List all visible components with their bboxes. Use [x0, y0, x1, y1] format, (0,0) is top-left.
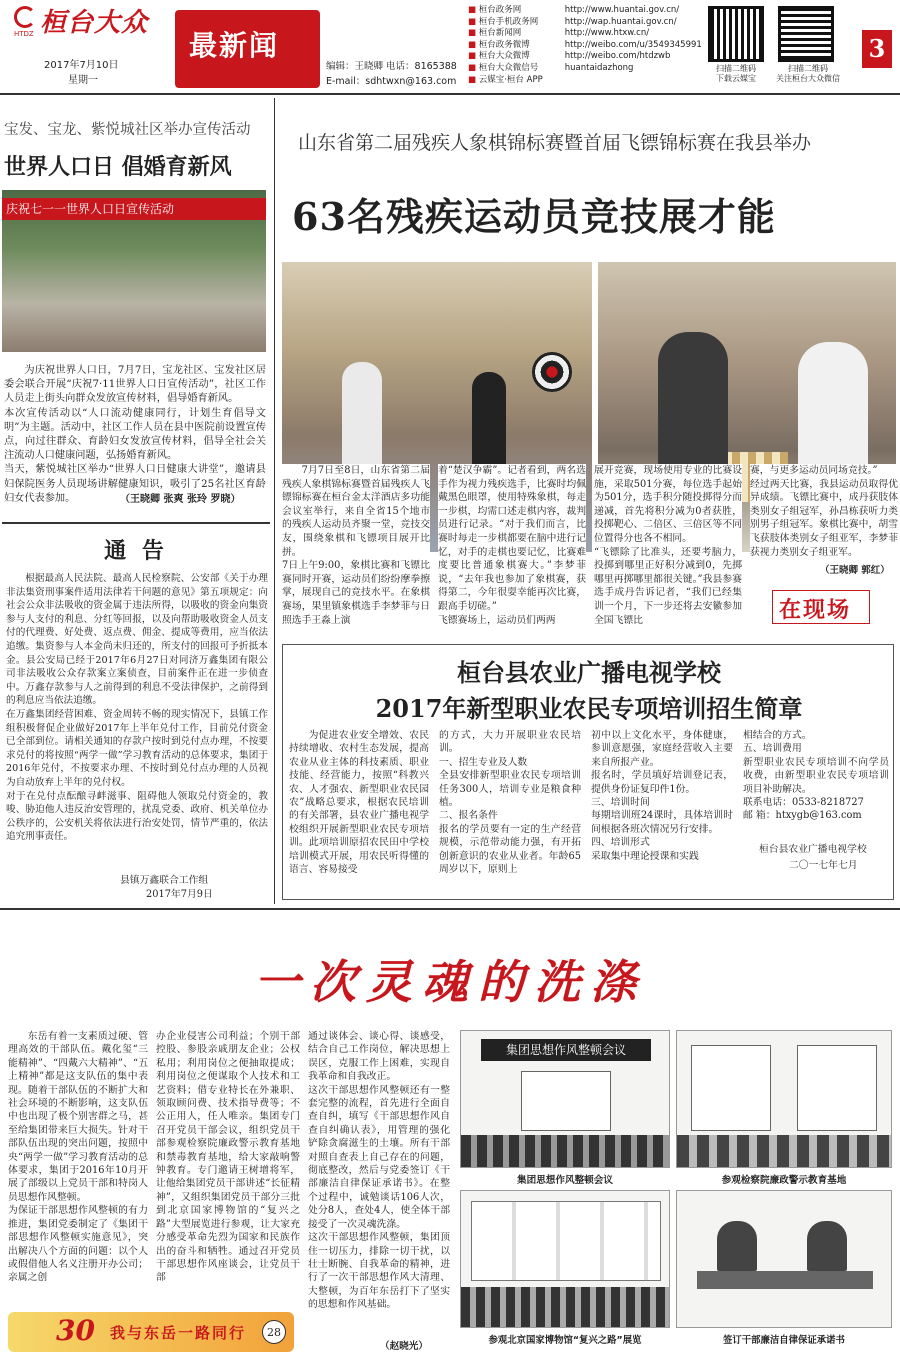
meeting-banner: 集团思想作风整顿会议	[481, 1039, 651, 1061]
bullet-icon: ■	[468, 74, 479, 85]
notice-date: 2017年7月9日	[146, 889, 213, 900]
visitors-shape	[677, 1135, 892, 1168]
bullet-icon: ■	[468, 28, 479, 39]
school-title-1: 桓台县农业广播电视学校	[457, 658, 721, 687]
person-shape	[717, 1221, 757, 1271]
link-url: http://weibo.com/u/3549345991	[564, 39, 702, 50]
link-name: 桓台大众微博	[478, 51, 530, 62]
dartboard-icon	[532, 352, 572, 392]
masthead-divider	[0, 93, 900, 95]
link-row[interactable]	[468, 75, 708, 87]
column-divider	[274, 98, 275, 904]
photo-banner: 庆祝七一一世界人口日宣传活动	[2, 198, 266, 220]
caption-2: 参观检察院廉政警示教育基地	[721, 1175, 847, 1186]
screen-shape	[521, 1071, 611, 1131]
link-row[interactable]	[468, 17, 708, 29]
anniversary-text: 我与东岳一路同行	[110, 1324, 247, 1342]
link-url: http://www.htxw.cn/	[564, 28, 650, 39]
audience-shape	[461, 1135, 670, 1168]
editor-line: 编辑：王晓卿 电话：8165388	[326, 61, 457, 72]
page-number-box	[862, 30, 892, 68]
masthead-date: 2017年7月10日	[44, 60, 119, 71]
main-col-4-full: 赛，与更多运动员同场竞技。” 经过两天比赛，我县运动员取得优异成绩。飞镖比赛中，成丹获肢体类别女子组冠军，孙昌栋获听力类别男子组冠军。象棋比赛中，胡雪飞获肢体类别女子组亚军，李梦菲获视力类别女子组亚军。	[750, 464, 898, 574]
on-site-tag	[772, 590, 870, 624]
link-row[interactable]	[468, 40, 708, 52]
link-row[interactable]	[468, 28, 708, 40]
main-headline: 63名残疾运动员竞技展才能	[292, 194, 776, 239]
notice-box	[2, 522, 270, 902]
anniversary-footer	[8, 1312, 294, 1352]
link-name: 桓台大众微信号	[478, 62, 539, 73]
qr-caption-1: 扫描二维码 下载云媒宝	[716, 64, 756, 83]
desk-shape	[697, 1271, 873, 1289]
school-col-1: 为促进农业安全增效、农民持续增收、农村生态发展，提高农业从业主体的科技素质、职业技能、经营能力，按照“科教兴农、人才强农、新型职业农民园农”战略总要求，根据农民培训的有关部署，县农业广播电视学校组织开展新型职业农民专项培训。此项培训原招农民田中学校培训模式开展，用农民听得懂的语言、容易接受	[289, 730, 429, 876]
caption-3: 参观北京国家博物馆“复兴之路”展览	[488, 1335, 642, 1346]
link-name: 桓台政务网	[478, 5, 522, 15]
illustration-exhibit	[676, 1030, 892, 1168]
bullet-icon: ■	[468, 16, 479, 27]
links-list	[468, 5, 708, 86]
link-name: 云媒宝·桓台 APP	[478, 74, 543, 85]
series-number-badge	[262, 1320, 286, 1344]
left-photo	[2, 190, 266, 352]
link-url: http://www.huantai.gov.cn/	[564, 5, 680, 15]
main-kicker: 山东省第二届残疾人象棋锦标赛暨首届飞镖锦标赛在我县举办	[298, 132, 812, 154]
left-headline: 世界人口日 倡婚育新风	[4, 154, 232, 180]
link-name: 桓台政务微博	[478, 39, 530, 50]
feature-col-2: 办企业侵害公司利益；个别干部控股、参股亲戚朋友企业；公权私用；利用岗位之便抽取提成；利用岗位之便谋取个人技术和工艺资料；借专业特长在外兼职、领取顾问费、技术指导费等；不公正用人，任人唯亲。集团专门召开党员干部会议，组织党员干部参观检察院廉政警示教育基地和禁毒教育基地，给大家敲响警钟教育。专门邀请王树增将军，让他给集团党员干部讲述“长征精神”，又组织集团党员干部分三批到北京国家博物馆的“复兴之路”大型展览进行参观，让大家充分感受革命先烈为国家和民族作出的奋斗和牺牲。通过召开党员干部思想作风座谈会，让党员干部	[156, 1031, 300, 1284]
bullet-icon: ■	[468, 51, 479, 62]
notice-signer: 县镇万鑫联合工作组	[120, 875, 209, 886]
school-box	[282, 644, 894, 900]
panel-shape	[691, 1045, 771, 1131]
section-banner	[175, 10, 320, 88]
caption-4: 签订干部廉洁自律保证承诺书	[723, 1335, 845, 1346]
on-site-label: 在现场	[779, 597, 852, 623]
masthead-weekday: 星期一	[68, 75, 98, 86]
anniversary-number: 30	[56, 1314, 95, 1347]
left-story	[0, 98, 270, 518]
feature-headline: 一次灵魂的洗涤	[254, 955, 646, 1009]
main-col-1-full: 7月7日至8日，山东省第二届残疾人象棋锦标赛暨首届残疾人飞镖锦标赛在桓台金太洋酒店多功能会议室举行，来自全省15个地市的残疾人运动员齐聚一堂，竞技交友，围绕象棋和飞镖项目展开比拼。 7日上午9:00，象棋比赛和飞镖比赛同时开赛，运动员们纷纷摩拳擦掌，展现自己的竞技水平。在象棋赛场，果里镇象棋选手李梦菲与日照选手王淼上演	[282, 464, 430, 634]
main-byline-visible: （王晓卿 郭红）	[820, 565, 890, 576]
masthead	[0, 0, 900, 92]
qr-code-icon[interactable]	[708, 6, 764, 62]
school-title-2: 2017年新型职业农民专项培训招生简章	[375, 694, 803, 723]
section-title: 最新闻	[189, 29, 280, 62]
link-url: http://wap.huantai.gov.cn/	[564, 16, 677, 27]
notice-body: 根据最高人民法院、最高人民检察院、公安部《关于办理非法集资刑事案件适用法律若干问题的意见》第五项规定：向社会公众非法吸收的资金属于违法所得，以吸收的资金向集资参与人支付的利息、分红等回报，以及向帮助吸收资金人员支付的代理费、好处费、返点费、佣金、提成等费用，应当依法追缴。集资参与人本金尚未归还的，所支付的回报可予折抵本金。县公安局已经于2017年6月27日对同济万鑫集团有限公司非法吸收公众存款案立案侦查，目前案件正在进一步侦查中。万鑫存款参与人之前得到的利息不受法律保护，之前得到的利息应当依法追缴。 在万鑫集团经营困难、资金周转不畅的现实情况下，县镇工作组积极督促企业做好2017年上半年兑付工作，目前兑付资金已全部到位。请相关通知的存款户按时到兑付点办理，不按要求兑付的将按照“两学一做”学习教育活动的总体要求，集团于2016年兑付，不按要求办理、不按时到兑付点办理的人员视为自动放弃上半年的兑付权。 对于在兑付点酝酿寻衅滋事、阻碍他人领取兑付资金的，教唆、胁迫他人违反治安管理的，扰乱党委、政府、机关单位办公秩序的，公安机关将依法进行治安处罚，情节严重的，依法追究刑事责任。	[6, 573, 268, 843]
school-signer: 桓台县农业广播电视学校	[759, 844, 867, 855]
left-kicker: 宝发、宝龙、紫悦城社区举办宣传活动	[4, 122, 251, 138]
school-col-2: 的方式，大力开展职业农民培训。 一、招生专业及人数 全县安排新型职业农民专项培训任务300人，培训专业是粮食种植。 二、报名条件 报名的学员要有一定的生产经营规模，示范带动能力强，有开拓创新意识的农业从业者。年龄65周岁以下，原则上	[439, 730, 581, 876]
link-name: 桓台手机政务网	[478, 16, 539, 27]
link-url: huantaidazhong	[564, 62, 634, 73]
feature-byline: （赵晓光）	[380, 1341, 428, 1352]
qr-caption-2: 扫描二维码 关注桓台大众微信	[776, 64, 840, 83]
bullet-icon: ■	[468, 62, 479, 73]
caption-1: 集团思想作风整顿会议	[517, 1175, 613, 1186]
visitors-shape	[461, 1287, 670, 1328]
bullet-icon: ■	[468, 39, 479, 50]
school-col-4: 相结合的方式。 五、培训费用 新型职业农民专项培训不向学员收费，由新型职业农民专项培训项目补助解决。 联系电话：0533-8218727 邮 箱：htxygb@163.com	[743, 730, 889, 822]
panel-shape	[797, 1045, 877, 1131]
illustration-pledge	[676, 1190, 892, 1328]
page-number: 3	[868, 34, 886, 63]
left-byline: （王晓卿 张爽 张玲 罗晓）	[120, 494, 241, 505]
link-row[interactable]	[468, 5, 708, 17]
feature-col-1: 东岳有着一支素质过硬、管理高效的干部队伍。戴化玺“三能精神”、“四戴六大精神”、“五上精神”都是这支队伍的集中表现。随着干部队伍的不断扩大和社会环境的不断影响，这支队伍中也出现了极个别害群之马，甚至给集团带来巨大损失。针对干部队伍出现的突出问题，按照中央“两学一做”学习教育活动的总体要求，集团于2016年10月开展了部级以上党员干部和特岗人员思想作风整顿。 为保证干部思想作风整顿的有力推进，集团党委制定了《集团干部思想作风整顿实施意见》，突出解决八个方面的问题：以个人或假借他人名义注册开办公司；亲属之创	[8, 1031, 148, 1284]
masthead-logo-sub: HTDZ	[14, 30, 34, 38]
school-date: 二〇一七年七月	[789, 860, 858, 871]
bullet-icon: ■	[468, 5, 479, 15]
feature-divider	[0, 908, 900, 910]
masthead-logo: 桓台大众	[40, 8, 149, 38]
person-shape	[807, 1221, 847, 1271]
notice-title: 通 告	[104, 538, 168, 564]
email-line: E-mail：sdhtwxn@163.com	[326, 76, 457, 87]
logo-icon	[14, 6, 36, 28]
main-col-2-full: 着“楚汉争霸”。记者看到，两名选手作为视力残疾选手，比赛时均佩戴黑色眼罩，使用特殊象棋，每走一步棋，均需口述走棋内容，裁判员进行记录。“对于我们而言，比赛时每走一步棋都要在脑中进行记忆，对手的走棋也要记忆，比赛难度要比普通象棋赛大。”李梦菲说，“去年我也参加了象棋赛，获得第二，今年很耍幸能再次比赛，跟高手切磋。” 飞镖赛场上，运动员们两两	[438, 464, 586, 634]
school-col-3: 初中以上文化水平，身体健康，参训意愿强，家庭经营收入主要来自所报产业。 报名时，学员填好培训登记表，提供身份证复印件1份。 三、培训时间 每期培训班24课时，具体培训时间根据各班次情况另行安排。 四、培训形式 采取集中理论授课和实践	[591, 730, 733, 862]
link-row[interactable]	[468, 51, 708, 63]
qr-code-icon[interactable]	[778, 6, 834, 62]
link-url: http://weibo.com/htdzwb	[564, 51, 671, 62]
museum-wall	[471, 1201, 661, 1281]
series-number: 28	[267, 1326, 281, 1339]
feature-col-3: 通过谈体会、谈心得、谈感受，结合自己工作岗位，解决思想上误区，克服工作上困难，实现自我革命和自我改正。 这次干部思想作风整顿还有一整套完整的流程，首先进行全面自查自纠，填写《干部思想作风自查自纠确认表》，用管理的强化铲除贪腐滋生的土壤。所有干部对照自查表上自己存在的问题，彻底整改，然后与党委签订《干部廉洁自律保证承诺书》。在整个过程中，诚勉谈话106人次，处分8人，查处4人，使全体干部接受了一次灵魂洗涤。 这次干部思想作风整顿，集团顶住一切压力，排除一切干扰，以壮士断腕、自我革命的精神，进行了一次干部思想作风大清理、大整顿，为百年东岳打下了坚实的思想和作风基础。	[308, 1031, 450, 1311]
left-body: 为庆祝世界人口日，7月7日，宝龙社区、宝发社区居委会联合开展“庆祝7·11世界人口日宣传活动”，社区工作人员走上街头向群众发放宣传材料，倡导婚育新风。 本次宣传活动以“人口流动健康同行，计划生育倡导文明”为主题。活动中，社区工作人员在县中医院前设置宣传点，向过往群众、育龄妇女发放宣传材料，倡导全社会关注流动人口健康问题，弘扬婚育新风。 当天，紫悦城社区举办“世界人口日健康大讲堂”，邀请县妇保院医务人员现场讲解健康知识，吸引了25名社区育龄妇女代表参加。	[4, 365, 266, 504]
link-name: 桓台新闻网	[478, 28, 522, 39]
illustration-museum	[460, 1190, 670, 1328]
main-col-3-full: 展开竞赛，现场使用专业的比赛设施，采取501分赛，每位选手起始为501分，选手积分随投掷得分而递减，首先将积分减为0者获胜，投掷靶心、二倍区、三倍区等不同位置得分也各不相同。 “飞镖除了比准头，还要考脑力，投掷到哪里正好积分减到0，先掷哪里再掷哪里都很关键。”我县参赛选手成丹告诉记者，“我们已经集训一个月，下一步还将去安徽参加全国飞镖比	[594, 464, 742, 634]
illustration-meeting	[460, 1030, 670, 1168]
link-row[interactable]	[468, 63, 708, 75]
